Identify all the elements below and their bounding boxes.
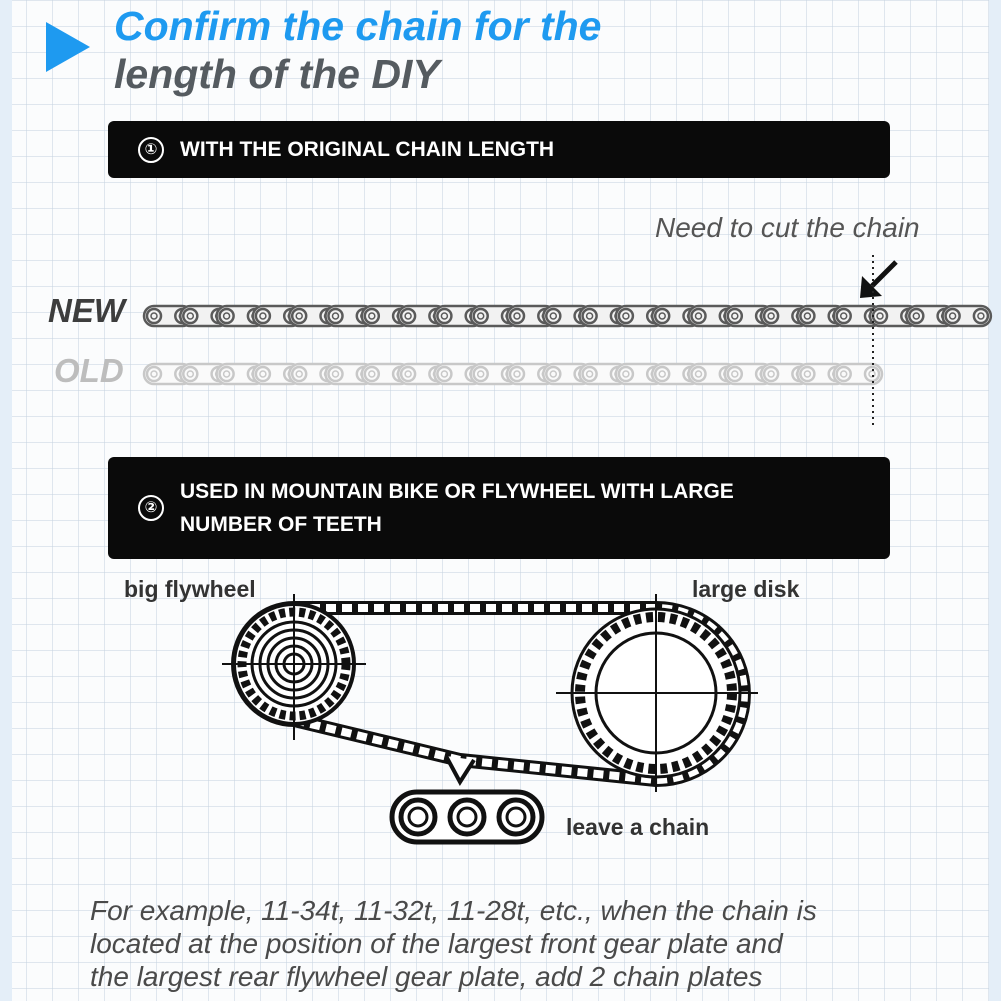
chain-link xyxy=(834,364,882,384)
section-2-number: ② xyxy=(138,495,164,521)
title-line-2: length of the DIY xyxy=(114,51,440,97)
old-chain xyxy=(144,364,882,384)
leftover-chain-icon xyxy=(392,792,542,842)
big-flywheel-icon xyxy=(222,594,366,740)
section-2-heading xyxy=(180,475,734,541)
section-2-banner xyxy=(108,457,890,559)
example-line-2: located at the position of the largest front gear plate and xyxy=(90,928,783,959)
section-2-heading-line-1: USED IN MOUNTAIN BIKE OR FLYWHEEL WITH LARGE xyxy=(180,480,734,503)
example-line-1: For example, 11-34t, 11-32t, 11-28t, etc., when the chain is xyxy=(90,895,817,926)
cut-arrow-icon xyxy=(860,262,896,298)
big-flywheel-label: big flywheel xyxy=(124,576,256,602)
example-line-3: the largest rear flywheel gear plate, add 2 chain plates xyxy=(90,961,763,992)
cut-chain-annotation: Need to cut the chain xyxy=(655,212,920,243)
leave-a-chain-label: leave a chain xyxy=(566,814,710,840)
large-disk-label: large disk xyxy=(692,576,800,602)
example-paragraph xyxy=(90,894,970,993)
section-1-number: ① xyxy=(138,137,164,163)
old-chain-label: OLD xyxy=(54,352,124,389)
chain-link xyxy=(943,306,991,326)
drivetrain-diagram xyxy=(222,594,758,792)
new-chain-label: NEW xyxy=(48,292,125,329)
section-2-heading-line-2: NUMBER OF TEETH xyxy=(180,513,382,536)
chain-pointer xyxy=(446,756,474,782)
new-chain xyxy=(144,306,991,326)
title-line-1: Confirm the chain for the xyxy=(114,3,602,49)
large-disk-icon xyxy=(556,594,758,792)
section-1-heading: WITH THE ORIGINAL CHAIN LENGTH xyxy=(180,137,555,161)
